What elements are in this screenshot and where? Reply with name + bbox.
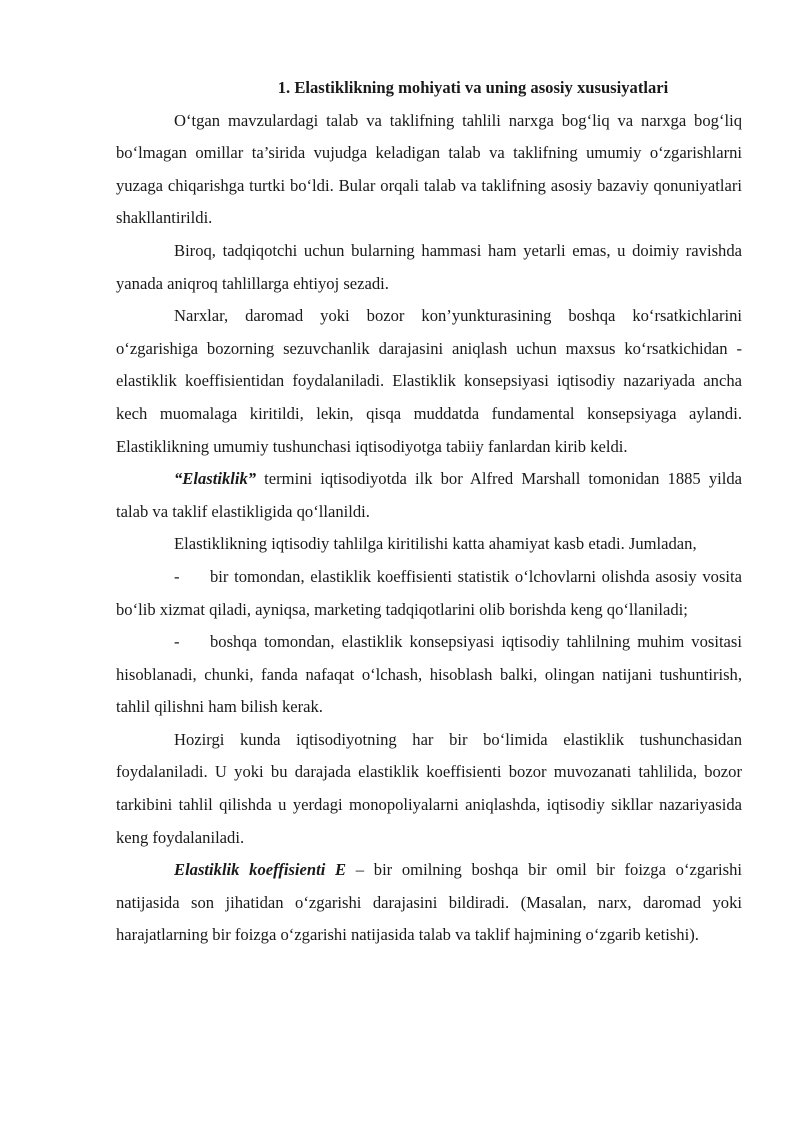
- coefficient-term: Elastiklik koeffisienti E: [174, 860, 347, 880]
- paragraph-6: Hozirgi kunda iqtisodiyotning har bir bo‘limida elastiklik tushunchasidan foydalaniladi. U yoki bu darajada elastiklik koeffisienti bozor muvozanati tahlilida, bozor tarkibini tahlil qilishda u yerdagi monopoliyalarni aniqlashda, iqtisodiy sikllar nazariyasida keng foydalaniladi.: [116, 729, 742, 847]
- paragraph-2: Biroq, tadqiqotchi uchun bularning hammasi ham yetarli emas, u doimiy ravishda yanada aniqroq tahlillarga ehtiyoj sezadi.: [116, 240, 742, 293]
- dash-marker: -: [174, 632, 180, 652]
- list-item-2-text: boshqa tomondan, elastiklik konsepsiyasi iqtisodiy tahlilning muhim vositasi hisoblanadi, chunki, fanda nafaqat o‘lchash, hisoblash balki, olingan natijani tushuntirish, tahlil qilishni ham bilish kerak.: [116, 632, 742, 717]
- paragraph-1: O‘tgan mavzulardagi talab va taklifning tahlili narxga bog‘liq va narxga bog‘liq bo‘lmagan omillar ta’sirida vujudga keladigan talab va taklifning umumiy o‘zgarishlarni yuzaga chiqarishga turtki bo‘ldi. Bular orqali talab va taklifning asosiy bazaviy qonuniyatlari shakllantirildi.: [116, 110, 742, 228]
- list-item-1: [116, 561, 742, 626]
- paragraph-7: [116, 854, 742, 952]
- dash-marker: -: [174, 566, 180, 586]
- paragraph-5: Elastiklikning iqtisodiy tahlilga kiritilishi katta ahamiyat kasb etadi. Jumladan,: [174, 534, 697, 554]
- document-page: [116, 72, 742, 952]
- elastiklik-term: “Elastiklik”: [174, 469, 257, 489]
- paragraph-7-text: – bir omilning boshqa bir omil bir foizga o‘zgarishi natijasida son jihatidan o‘zgarishi darajasini bildiradi. (Masalan, narx, daromad yoki harajatlarning bir foizga o‘zgarishi natijasida talab va taklif hajmining o‘zgarib ketishi).: [116, 860, 742, 945]
- list-item-2: [116, 626, 742, 724]
- paragraph-4-text: termini iqtisodiyotda ilk bor Alfred Marshall tomonidan 1885 yilda talab va taklif elastikligida qo‘llanildi.: [116, 469, 742, 521]
- paragraph-4: [116, 463, 742, 528]
- paragraph-3: Narxlar, daromad yoki bozor kon’yunkturasining boshqa ko‘rsatkichlarini o‘zgarishiga bozorning sezuvchanlik darajasini aniqlash uchun maxsus ko‘rsatkichidan - elastiklik koeffisientidan foydalaniladi. Elastiklik konsepsiyasi iqtisodiy nazariyada ancha kech muomalaga kiritildi, lekin, qisqa muddatda fundamental konsepsiyaga aylandi. Elastiklikning umumiy tushunchasi iqtisodiyotga tabiiy fanlardan kirib keldi.: [116, 306, 742, 456]
- list-item-1-text: bir tomondan, elastiklik koeffisienti statistik o‘lchovlarni olishda asosiy vosita bo‘lib xizmat qiladi, ayniqsa, marketing tadqiqotlarini olib borishda keng qo‘llaniladi;: [116, 566, 742, 619]
- section-title: 1. Elastiklikning mohiyati va uning asosiy xususiyatlari: [277, 78, 669, 97]
